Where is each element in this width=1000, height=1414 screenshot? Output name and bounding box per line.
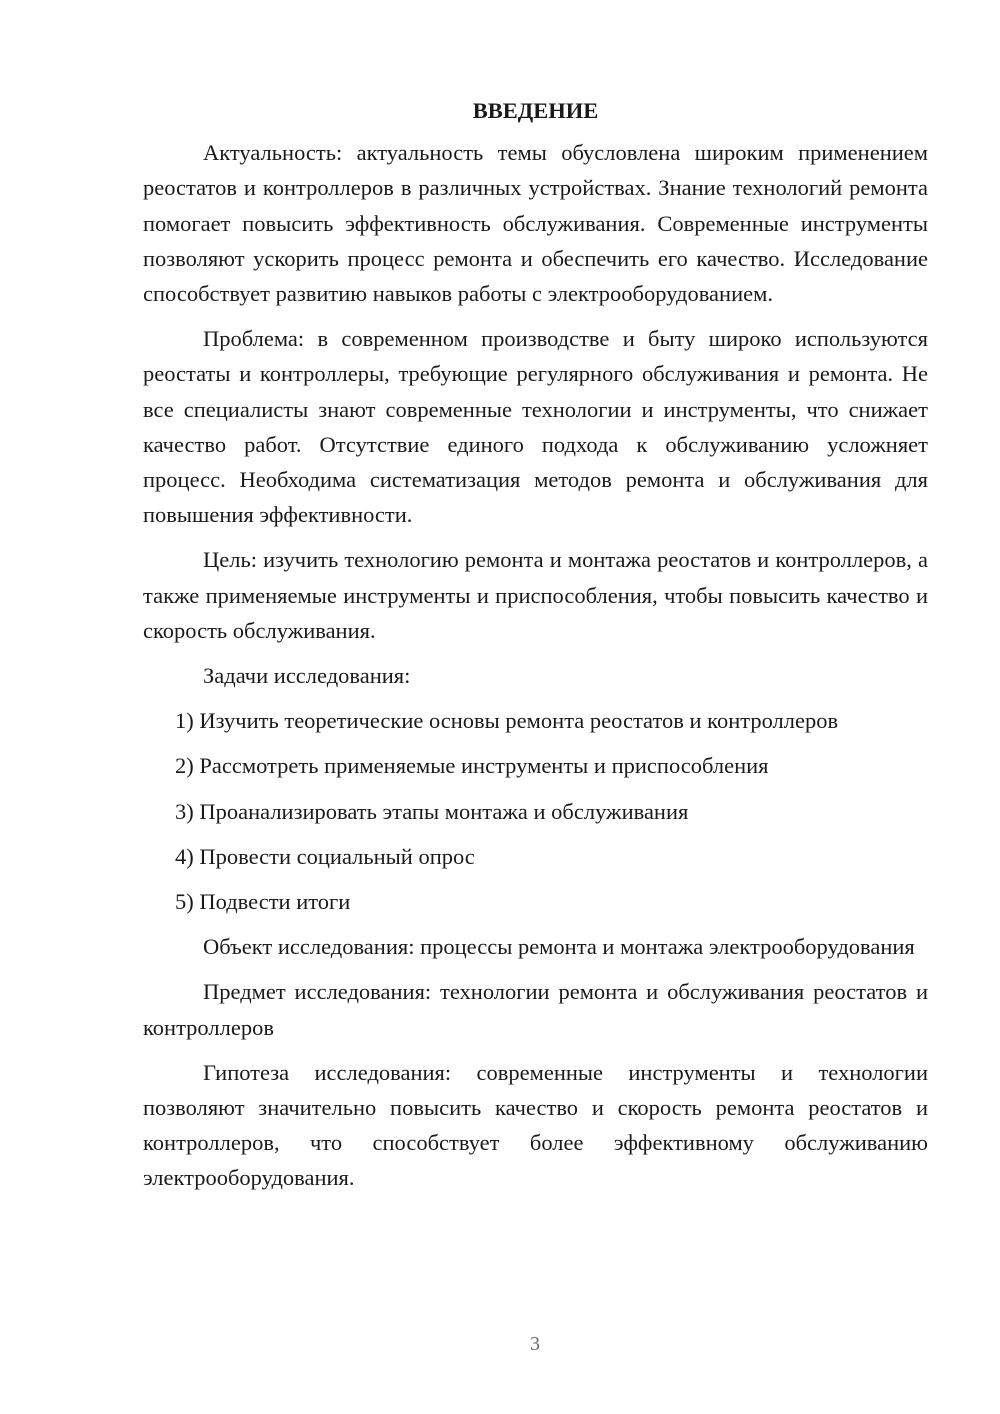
- paragraph-subject: Предмет исследования: технологии ремонта и обслуживания реостатов и контроллеров: [143, 979, 928, 1040]
- task-item-5: 5) Подвести итоги: [175, 889, 351, 915]
- paragraph-object: Объект исследования: процессы ремонта и монтажа электрооборудования: [203, 934, 915, 960]
- page-title: ВВЕДЕНИЕ: [472, 98, 599, 123]
- tasks-heading: Задачи исследования:: [203, 663, 411, 689]
- paragraph-relevance: Актуальность: актуальность темы обусловлена широким применением реостатов и контроллеров в различных устройствах. Знание технологий ремонта помогает повысить эффективность обслуживания. Современные инструменты позволяют ускорить процесс ремонта и обеспечить его качество. Исследование способствует развитию навыков работы с электрооборудованием.: [143, 140, 928, 307]
- paragraph-goal: Цель: изучить технологию ремонта и монтажа реостатов и контроллеров, а также применяемые инструменты и приспособления, чтобы повысить качество и скорость обслуживания.: [143, 547, 928, 643]
- task-item-1: 1) Изучить теоретические основы ремонта реостатов и контроллеров: [175, 708, 839, 734]
- page-number: 3: [530, 1333, 540, 1355]
- paragraph-problem: Проблема: в современном производстве и быту широко используются реостаты и контроллеры, требующие регулярного обслуживания и ремонта. Не все специалисты знают современные технологии и инструменты, что снижает качество работ. Отсутствие единого подхода к обслуживанию усложняет процесс. Необходима систематизация методов ремонта и обслуживания для повышения эффективности.: [143, 326, 928, 528]
- task-item-2: 2) Рассмотреть применяемые инструменты и приспособления: [175, 753, 769, 779]
- task-item-4: 4) Провести социальный опрос: [175, 843, 475, 869]
- task-item-3: 3) Проанализировать этапы монтажа и обслуживания: [175, 798, 689, 824]
- tasks-list: [143, 703, 928, 919]
- paragraph-hypothesis: Гипотеза исследования: современные инструменты и технологии позволяют значительно повысить качество и скорость ремонта реостатов и контроллеров, что способствует более эффективному обслуживанию электрооборудования.: [143, 1059, 928, 1191]
- page-content: [143, 93, 928, 1206]
